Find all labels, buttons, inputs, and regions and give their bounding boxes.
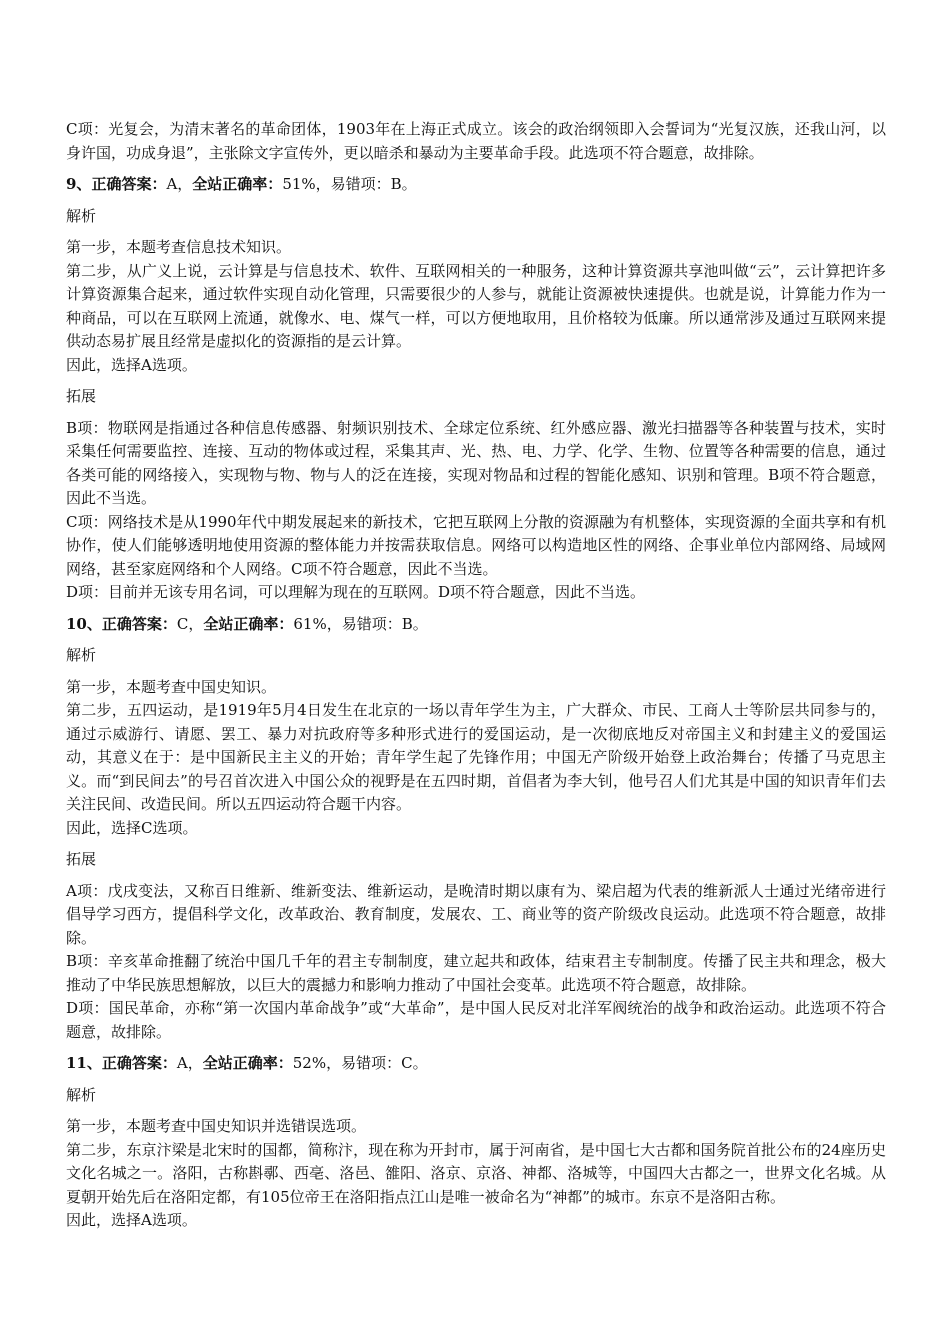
q9-step2: 第二步，从广义上说，云计算是与信息技术、软件、互联网相关的一种服务，这种计算资源共享池叫做“云”，云计算把许多计算资源集合起来，通过软件实现自动化管理，只需要很少的人参与，就能让资源被快速提供。也就是说，计算能力作为一种商品，可以在互联网上流通，就像水、电、煤气一样，可以方便地取用，且价格较为低廉。所以通常涉及通过互联网来提供动态易扩展且经常是虚拟化的资源指的是云计算。 — [66, 261, 886, 350]
q10-step2: 第二步，五四运动，是1919年5月4日发生在北京的一场以青年学生为主，广大群众、市民、工商人士等阶层共同参与的，通过示威游行、请愿、罢工、暴力对抗政府等多种形式进行的爱国运动，是一次彻底地反对帝国主义和封建主义的爱国运动，其意义在于：是中国新民主主义的开始；青年学生起了先锋作用；中国无产阶级开始登上政治舞台；传播了马克思主义。而“到民间去”的号召首次进入中国公众的视野是在五四时期，首倡者为李大钊，他号召人们尤其是中国的知识青年们去关注民间、改造民间。所以五四运动符合题干内容。 — [66, 701, 886, 813]
q10-option-b: B项：辛亥革命推翻了统治中国几千年的君主专制制度，建立起共和政体，结束君主专制制度。传播了民主共和理念，极大推动了中华民族思想解放，以巨大的震撼力和影响力推动了中国社会变革。此选项不符合题意，故排除。 — [66, 952, 886, 994]
q11-step2: 第二步，东京汴梁是北宋时的国都，简称汴，现在称为开封市，属于河南省，是中国七大古都和国务院首批公布的24座历史文化名城之一。洛阳，古称斟鄩、西亳、洛邑、雒阳、洛京、京洛、神都、洛城等，中国四大古都之一，世界文化名城。从夏朝开始先后在洛阳定都，有105位帝王在洛阳指点江山是唯一被命名为“神都”的城市。东京不是洛阳古称。 — [66, 1140, 886, 1206]
q10-conclusion: 因此，选择C选项。 — [66, 818, 198, 837]
q9-option-b: B项：物联网是指通过各种信息传感器、射频识别技术、全球定位系统、红外感应器、激光扫描器等各种装置与技术，实时采集任何需要监控、连接、互动的物体或过程，采集其声、光、热、电、力学、化学、生物、位置等各种需要的信息，通过各类可能的网络接入，实现物与物、物与人的泛在连接，实现对物品和过程的智能化感知、识别和管理。B项不符合题意，因此不当选。 — [66, 418, 886, 507]
q9-analysis-heading: 解析 — [66, 206, 97, 225]
q9-extension-heading: 拓展 — [66, 387, 97, 405]
q10-answer-line: 10、正确答案：C，全站正确率：61%，易错项：B。 — [66, 614, 428, 633]
q9-step1: 第一步，本题考查信息技术知识。 — [66, 238, 292, 256]
q9-conclusion: 因此，选择A选项。 — [66, 355, 197, 374]
q11-conclusion: 因此，选择A选项。 — [66, 1211, 197, 1229]
q11-step1: 第一步，本题考查中国史知识并选错误选项。 — [66, 1117, 367, 1135]
q8-option-c: C项：光复会，为清末著名的革命团体，1903年在上海正式成立。该会的政治纲领即入会誓词为“光复汉族，还我山河，以身许国，功成身退”，主张除文字宣传外，更以暗杀和暴动为主要革命手段。此选项不符合题意，故排除。 — [66, 120, 886, 162]
q10-option-a: A项：戊戌变法，又称百日维新、维新变法、维新运动，是晚清时期以康有为、梁启超为代表的维新派人士通过光绪帝进行倡导学习西方，提倡科学文化，改革政治、教育制度，发展农、工、商业等的资产阶级改良运动。此选项不符合题意，故排除。 — [66, 881, 886, 947]
q11-answer-line: 11、正确答案：A，全站正确率：52%，易错项：C。 — [66, 1054, 428, 1072]
answer-document — [66, 118, 886, 1233]
q9-answer-line: 9、正确答案：A，全站正确率：51%，易错项：B。 — [66, 175, 417, 193]
q9-option-c: C项：网络技术是从1990年代中期发展起来的新技术，它把互联网上分散的资源融为有机整体，实现资源的全面共享和有机协作，使人们能够透明地使用资源的整体能力并按需获取信息。网络可以构造地区性的网络、企事业单位内部网络、局域网网络，甚至家庭网络和个人网络。C项不符合题意，因此不当选。 — [66, 512, 886, 578]
q9-option-d: D项：目前并无该专用名词，可以理解为现在的互联网。D项不符合题意，因此不当选。 — [66, 583, 646, 601]
q10-option-d: D项：国民革命，亦称“第一次国内革命战争”或“大革命”，是中国人民反对北洋军阀统治的战争和政治运动。此选项不符合题意，故排除。 — [66, 999, 886, 1041]
q10-step1: 第一步，本题考查中国史知识。 — [66, 677, 277, 696]
q10-analysis-heading: 解析 — [66, 646, 97, 664]
q11-analysis-heading: 解析 — [66, 1085, 97, 1104]
q10-extension-heading: 拓展 — [66, 850, 97, 868]
